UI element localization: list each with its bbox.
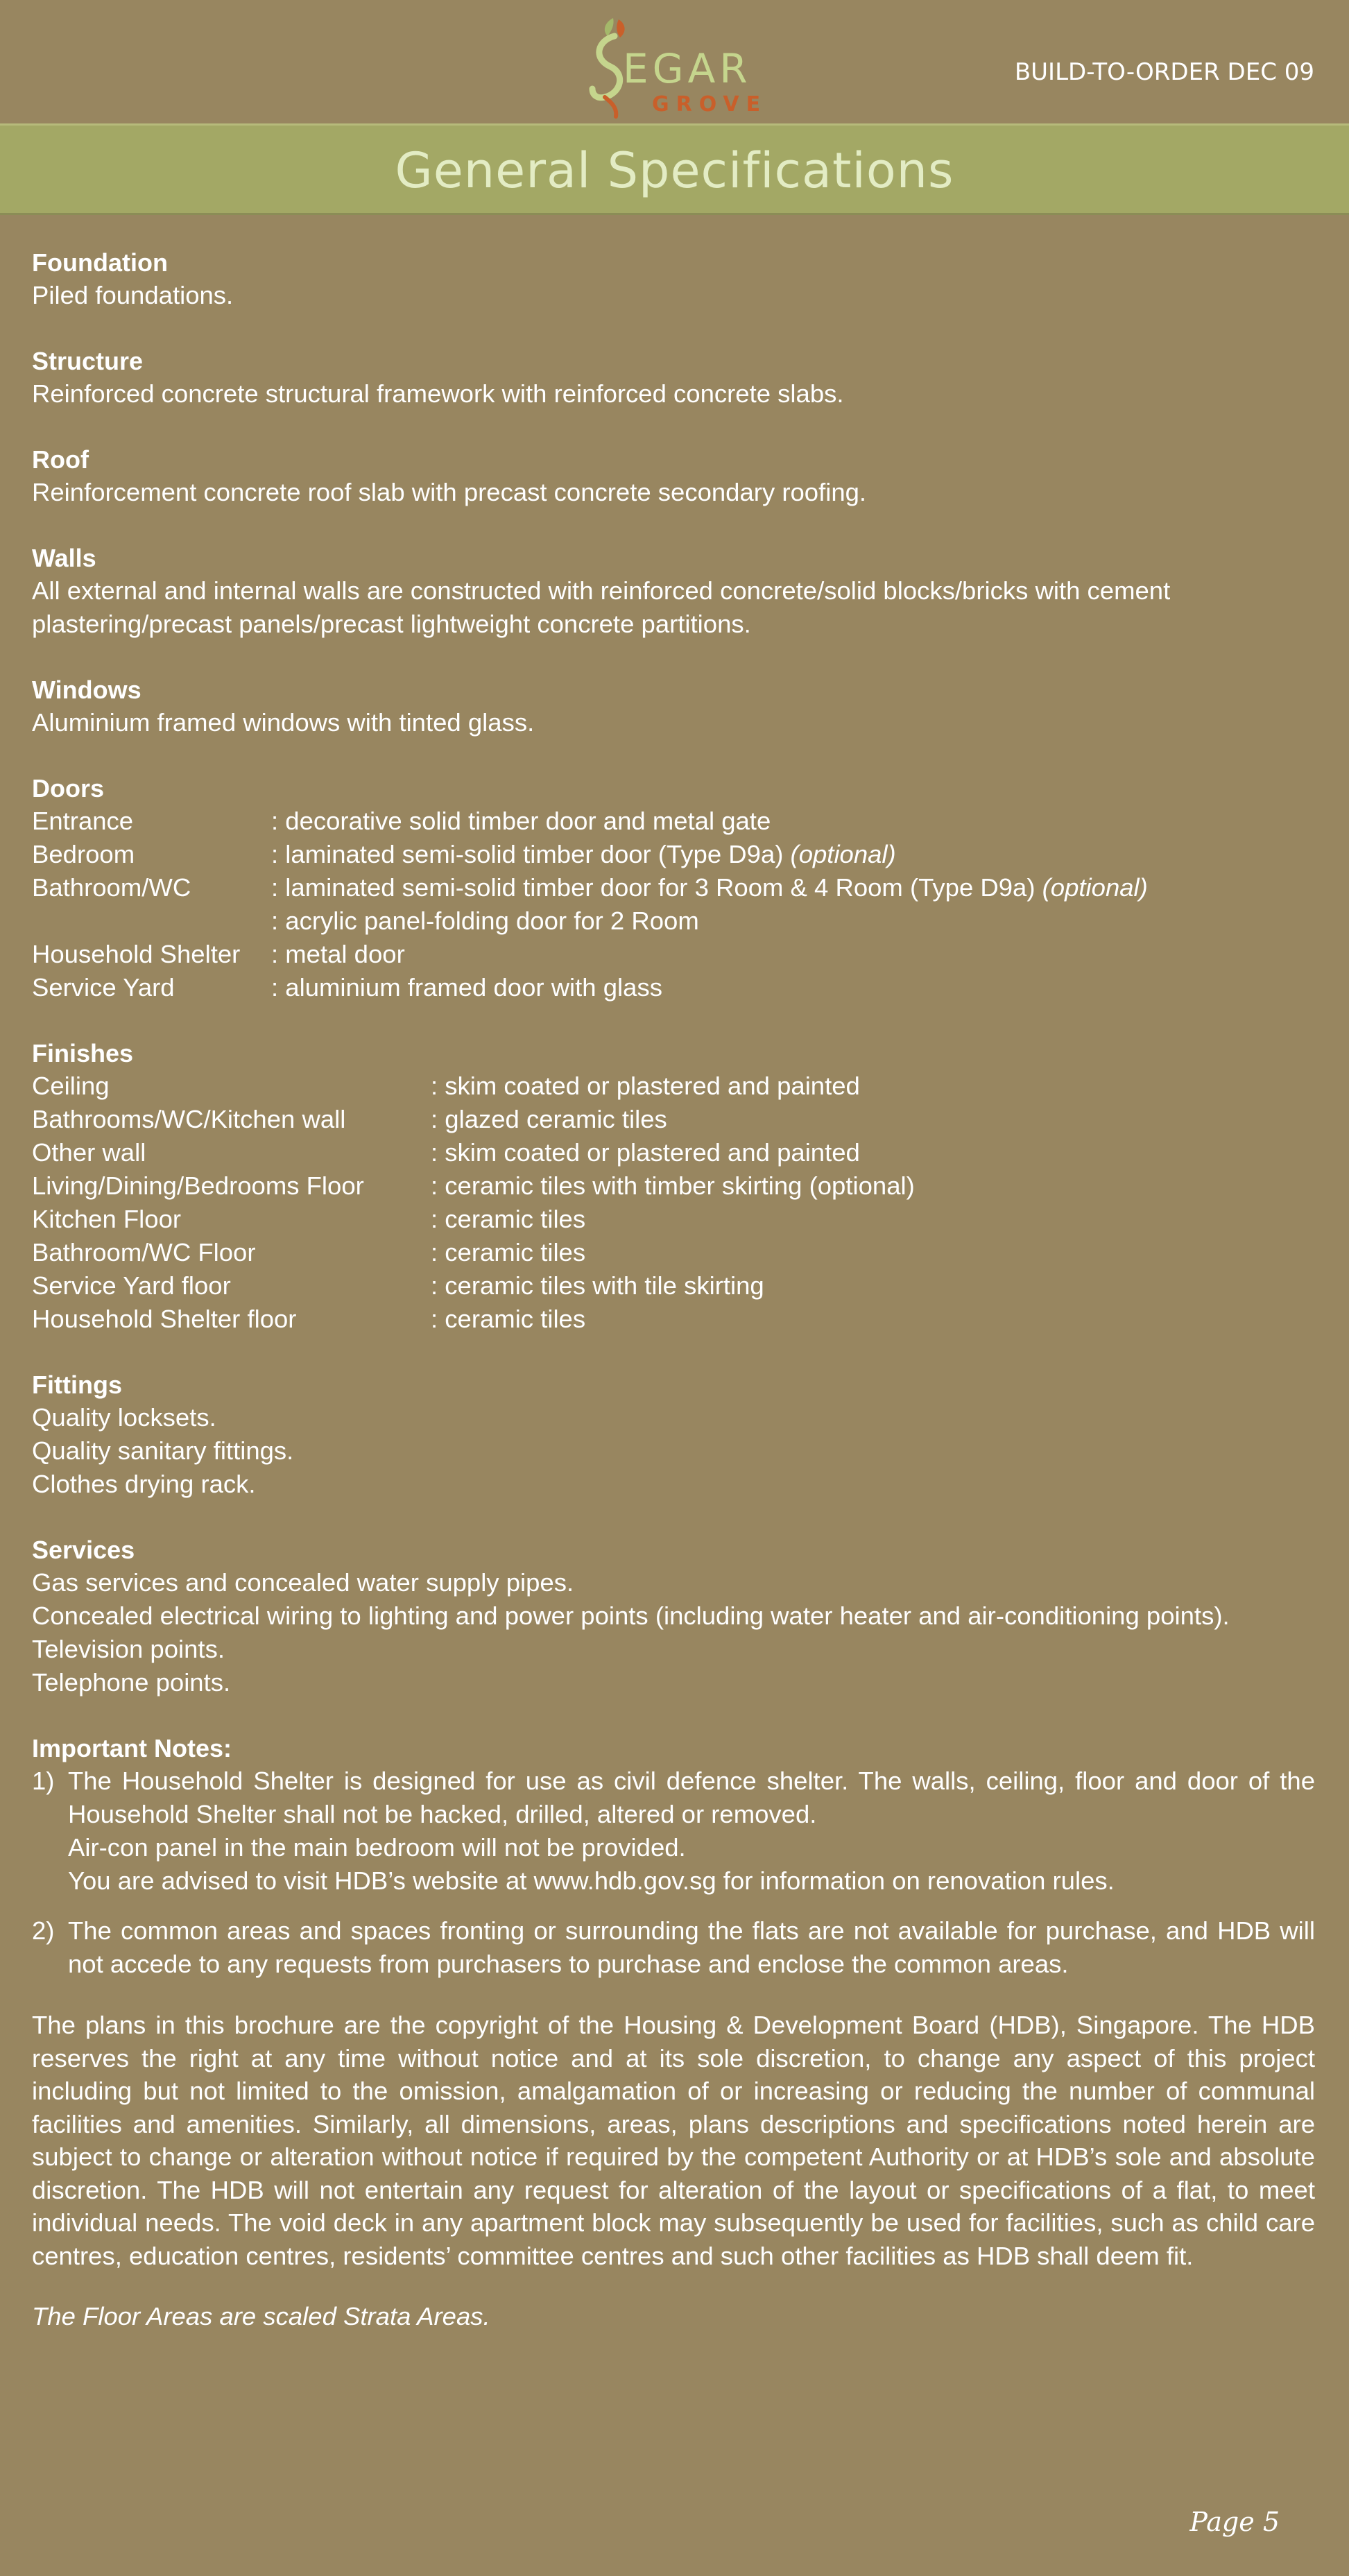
spec-value [271, 904, 1315, 938]
spec-label: Entrance [32, 807, 134, 835]
list-item: Television points. [32, 1635, 225, 1663]
note-item [32, 1914, 1315, 1981]
note-item [32, 1764, 1315, 1898]
spec-label: Household Shelter floor [32, 1305, 297, 1333]
section-heading: Finishes [32, 1039, 134, 1067]
spec-value: : ceramic tiles [431, 1238, 586, 1266]
section-foundation [32, 247, 1315, 312]
optional-note: (optional) [790, 840, 896, 868]
spec-label: Service Yard [32, 973, 175, 1002]
section-windows [32, 674, 1315, 739]
specifications-content [32, 247, 1315, 2333]
page-header [0, 0, 1349, 123]
section-finishes [32, 1038, 1315, 1336]
edition-label: BUILD-TO-ORDER DEC 09 [1014, 58, 1314, 86]
logo-wordmark: EGAR [623, 45, 752, 92]
list-item: Telephone points. [32, 1668, 231, 1697]
note-line: Air-con panel in the main bedroom will not be provided. [68, 1833, 686, 1862]
note-body [68, 1764, 1315, 1898]
floor-area-footnote: The Floor Areas are scaled Strata Areas. [32, 2302, 490, 2330]
section-structure [32, 345, 1315, 411]
note-line: You are advised to visit HDB’s website at www.hdb.gov.sg for information on renovation rules. [68, 1866, 1115, 1895]
section-heading: Foundation [32, 248, 168, 277]
list-item: Concealed electrical wiring to lighting and power points (including water heater and air-conditioning points). [32, 1602, 1230, 1630]
section-heading: Important Notes: [32, 1734, 232, 1762]
note-line: The Household Shelter is designed for use as civil defence shelter. The walls, ceiling, floor and door of the Household Shelter shall not be hacked, drilled, altered or removed. [68, 1767, 1315, 1828]
spec-label: Other wall [32, 1138, 146, 1167]
spec-value: : ceramic tiles with tile skirting [431, 1271, 764, 1300]
spec-value-text: : aluminium framed door with glass [271, 973, 662, 1002]
notes-list [32, 1764, 1315, 1981]
section-text: Reinforced concrete structural framework with reinforced concrete slabs. [32, 379, 844, 408]
logo-subtitle: GROVE [652, 92, 768, 117]
section-doors [32, 773, 1315, 1004]
spec-label: Bathrooms/WC/Kitchen wall [32, 1105, 346, 1133]
spec-value [271, 838, 1315, 871]
spec-row [32, 838, 1315, 871]
spec-label: Kitchen Floor [32, 1205, 182, 1233]
spec-value: : glazed ceramic tiles [431, 1105, 667, 1133]
section-text: Piled foundations. [32, 281, 234, 309]
section-heading: Fittings [32, 1371, 122, 1399]
title-banner [0, 123, 1349, 215]
spec-value-text: : metal door [271, 940, 405, 968]
spec-label: Ceiling [32, 1072, 110, 1100]
section-text: All external and internal walls are constructed with reinforced concrete/solid blocks/bricks with cement plastering/precast panels/precast lightweight concrete partitions. [32, 576, 1171, 638]
note-number: 2) [32, 1916, 55, 1945]
spec-label: Household Shelter [32, 940, 241, 968]
section-heading: Doors [32, 774, 105, 802]
page-title: General Specifications [395, 142, 954, 199]
section-important-notes [32, 1733, 1315, 1981]
section-fittings [32, 1369, 1315, 1501]
spec-value-text: : acrylic panel-folding door for 2 Room [271, 907, 699, 935]
spec-row [32, 805, 1315, 838]
spec-value: : skim coated or plastered and painted [431, 1072, 860, 1100]
spec-row [32, 1169, 1315, 1203]
spec-value [271, 971, 1315, 1004]
spec-value-text: : laminated semi-solid timber door for 3 Room & 4 Room (Type D9a) [271, 873, 1042, 902]
spec-value-text: : laminated semi-solid timber door (Type D9a) [271, 840, 791, 868]
section-roof [32, 444, 1315, 509]
copyright-disclaimer: The plans in this brochure are the copyright of the Housing & Development Board (HDB), Singapore. The HDB reserves the right at any time without notice and at its sole discretion, to change any aspect of this project including but not limited to the omission, amalgamation of or increasing or reducing the number of communal facilities and amenities. Similarly, all dimensions, areas, plans descriptions and specifications noted herein are subject to change or alteration without notice if required by the competent Authority or at HDB’s sole and absolute discretion. The HDB will not entertain any request for alteration of the layout or specifications of a flat, to meet individual needs. The void deck in any apartment block may subsequently be used for facilities, such as child care centres, education centres, residents’ committee centres and such other facilities as HDB shall deem fit. [32, 2011, 1315, 2270]
spec-row [32, 1136, 1315, 1169]
spec-value: : skim coated or plastered and painted [431, 1138, 860, 1167]
spec-value [271, 938, 1315, 971]
section-heading: Windows [32, 676, 141, 704]
spec-label: Bathroom/WC [32, 873, 191, 902]
section-services [32, 1534, 1315, 1699]
list-item: Quality sanitary fittings. [32, 1436, 294, 1465]
spec-row [32, 1236, 1315, 1269]
segar-grove-logo [577, 15, 768, 119]
spec-row [32, 971, 1315, 1004]
list-item: Clothes drying rack. [32, 1470, 256, 1498]
spec-row [32, 1303, 1315, 1336]
spec-label: Bathroom/WC Floor [32, 1238, 256, 1266]
note-line: The common areas and spaces fronting or surrounding the flats are not available for purchase, and HDB will not accede to any requests from purchasers to purchase and enclose the common areas. [68, 1916, 1315, 1978]
spec-row [32, 1203, 1315, 1236]
spec-value: : ceramic tiles [431, 1205, 586, 1233]
spec-row [32, 904, 1315, 938]
list-item: Gas services and concealed water supply pipes. [32, 1568, 574, 1597]
note-number: 1) [32, 1767, 55, 1795]
section-text: Reinforcement concrete roof slab with precast concrete secondary roofing. [32, 478, 867, 506]
spec-row [32, 1070, 1315, 1103]
note-body [68, 1914, 1315, 1981]
spec-row [32, 871, 1315, 904]
optional-note: (optional) [1042, 873, 1148, 902]
list-item: Quality locksets. [32, 1403, 216, 1432]
spec-value [271, 871, 1315, 904]
section-heading: Services [32, 1536, 135, 1564]
section-walls [32, 542, 1315, 641]
section-heading: Roof [32, 445, 89, 474]
section-heading: Walls [32, 544, 96, 572]
spec-label: Service Yard floor [32, 1271, 231, 1300]
spec-row [32, 1103, 1315, 1136]
spec-label: Living/Dining/Bedrooms Floor [32, 1171, 364, 1200]
spec-value-text: : decorative solid timber door and metal gate [271, 807, 771, 835]
section-text: Aluminium framed windows with tinted glass. [32, 708, 535, 737]
spec-value: : ceramic tiles with timber skirting (optional) [431, 1171, 915, 1200]
spec-value: : ceramic tiles [431, 1305, 586, 1333]
spec-row [32, 938, 1315, 971]
section-heading: Structure [32, 347, 144, 375]
spec-label: Bedroom [32, 840, 135, 868]
page-number: Page 5 [1189, 2507, 1280, 2537]
spec-row [32, 1269, 1315, 1303]
spec-value [271, 805, 1315, 838]
spec-label [32, 904, 271, 938]
